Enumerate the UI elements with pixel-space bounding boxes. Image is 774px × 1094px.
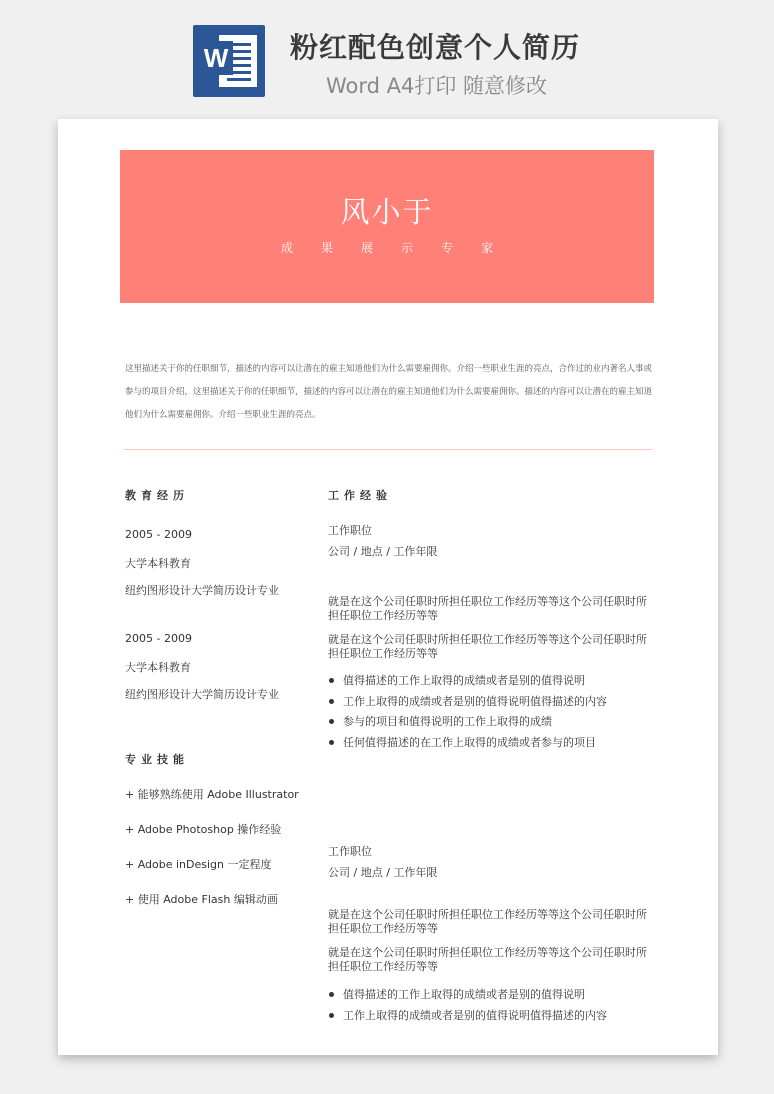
skill-item: + Adobe Photoshop 操作经验 bbox=[125, 823, 282, 836]
person-tagline: 成果展示专家 bbox=[280, 241, 521, 255]
job-bullets bbox=[328, 988, 607, 1029]
skill-item: + 能够熟练使用 Adobe Illustrator bbox=[125, 788, 299, 801]
resume-page bbox=[58, 119, 718, 1055]
job-bullets bbox=[328, 674, 607, 756]
divider bbox=[124, 449, 652, 450]
skill-item: + 使用 Adobe Flash 编辑动画 bbox=[125, 893, 278, 906]
list-item: 参与的项目和值得说明的工作上取得的成绩 bbox=[328, 715, 607, 736]
word-icon-letter: W bbox=[199, 41, 233, 75]
skills-heading: 专业技能 bbox=[125, 753, 189, 766]
education-years: 2005 - 2009 bbox=[125, 632, 192, 645]
job-position: 工作职位 bbox=[328, 845, 372, 858]
list-item: 值得描述的工作上取得的成绩或者是别的值得说明 bbox=[328, 674, 607, 695]
resume-header bbox=[120, 150, 654, 303]
banner-title: 粉红配色创意个人简历 bbox=[290, 31, 581, 64]
education-degree: 大学本科教育 bbox=[125, 661, 191, 674]
banner-subtitle: Word A4打印 随意修改 bbox=[326, 74, 548, 98]
job-position: 工作职位 bbox=[328, 524, 372, 537]
education-years: 2005 - 2009 bbox=[125, 528, 192, 541]
skill-item: + Adobe inDesign 一定程度 bbox=[125, 858, 272, 871]
work-heading: 工作经验 bbox=[328, 489, 392, 502]
list-item: 工作上取得的成绩或者是别的值得说明值得描述的内容 bbox=[328, 695, 607, 716]
person-name: 风小于 bbox=[340, 195, 434, 229]
education-school: 纽约图形设计大学简历设计专业 bbox=[125, 688, 279, 701]
job-paragraph: 就是在这个公司任职时所担任职位工作经历等等这个公司任职时所担任职位工作经历等等 bbox=[328, 946, 647, 973]
education-school: 纽约图形设计大学简历设计专业 bbox=[125, 584, 279, 597]
job-paragraph: 就是在这个公司任职时所担任职位工作经历等等这个公司任职时所担任职位工作经历等等 bbox=[328, 908, 647, 935]
education-degree: 大学本科教育 bbox=[125, 557, 191, 570]
job-paragraph: 就是在这个公司任职时所担任职位工作经历等等这个公司任职时所担任职位工作经历等等 bbox=[328, 595, 647, 622]
list-item: 值得描述的工作上取得的成绩或者是别的值得说明 bbox=[328, 988, 607, 1009]
job-paragraph: 就是在这个公司任职时所担任职位工作经历等等这个公司任职时所担任职位工作经历等等 bbox=[328, 633, 647, 660]
list-item: 工作上取得的成绩或者是别的值得说明值得描述的内容 bbox=[328, 1009, 607, 1030]
job-meta: 公司 / 地点 / 工作年限 bbox=[328, 866, 438, 879]
product-banner bbox=[0, 0, 774, 118]
education-heading: 教育经历 bbox=[125, 489, 189, 502]
list-item: 任何值得描述的在工作上取得的成绩或者参与的项目 bbox=[328, 736, 607, 757]
word-icon bbox=[193, 25, 265, 97]
job-meta: 公司 / 地点 / 工作年限 bbox=[328, 545, 438, 558]
intro-paragraph: 这里描述关于你的任职细节，描述的内容可以让潜在的雇主知道他们为什么需要雇佣你。介绍一些职业生涯的亮点，合作过的业内著名人事或参与的项目介绍，这里描述关于你的任职细节，描述的内容可以让潜在的雇主知道他们为什么需要雇佣你。描述的内容可以让潜在的雇主知道他们为什么需要雇佣你。介绍一些职业生涯的亮点。 bbox=[125, 364, 653, 420]
